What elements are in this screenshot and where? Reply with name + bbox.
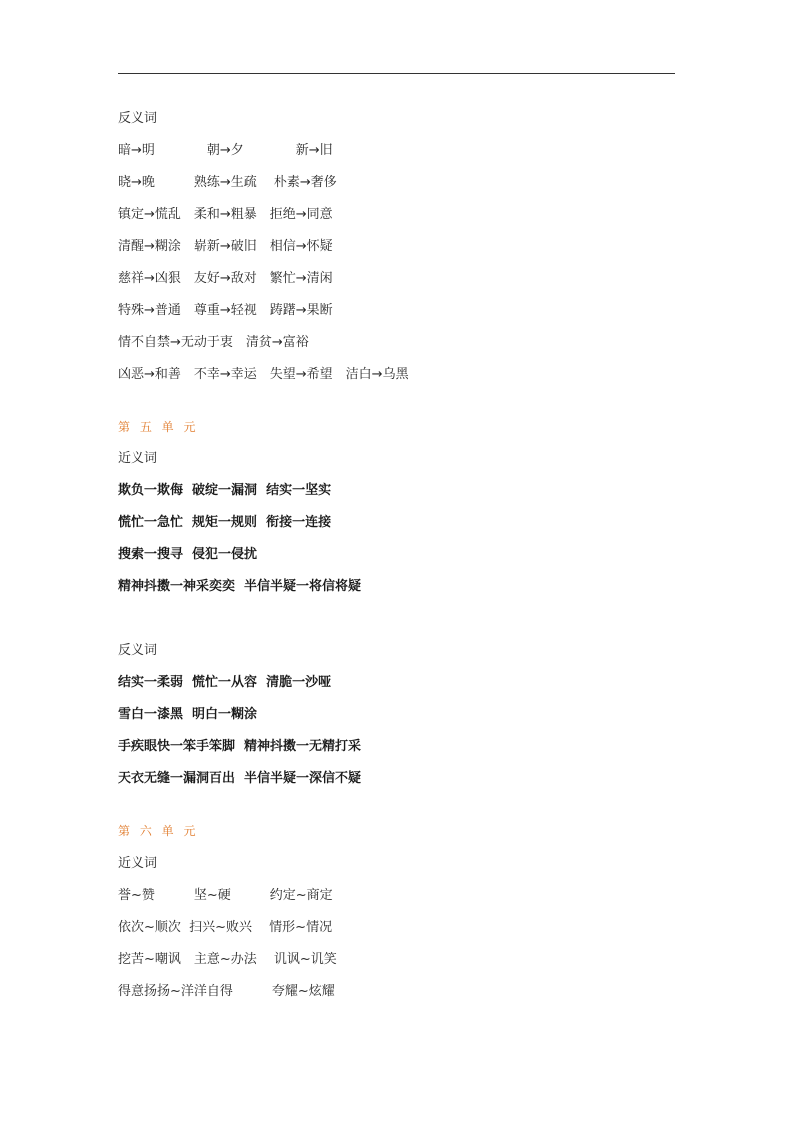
antonym-line: 情不自禁→无动于衷 清贫→富裕 — [118, 335, 309, 350]
synonym-line: 依次~顺次 扫兴~败兴 情形~情况 — [118, 920, 333, 935]
unit-6-heading: 第 六 单 元 — [118, 824, 199, 838]
synonym-line: 挖苦~嘲讽 主意~办法 讥讽~讥笑 — [118, 952, 337, 967]
top-rule — [118, 73, 675, 74]
synonym-line: 搜索一搜寻 侵犯一侵扰 — [118, 547, 258, 562]
antonym-line: 手疾眼快一笨手笨脚 精神抖擞一无精打采 — [118, 739, 362, 754]
antonym-line: 清醒→糊涂 崭新→破旧 相信→怀疑 — [118, 239, 333, 254]
unit-5-synonyms-label: 近义词 — [118, 451, 158, 466]
antonym-line: 天衣无缝一漏洞百出 半信半疑一深信不疑 — [118, 771, 362, 786]
synonym-line: 慌忙一急忙 规矩一规则 衔接一连接 — [118, 515, 332, 530]
section-label-antonyms: 反义词 — [118, 111, 158, 126]
unit-6-synonyms-label: 近义词 — [118, 856, 158, 871]
antonym-line: 晓→晚 熟练→生疏 朴素→奢侈 — [118, 175, 337, 190]
synonym-line: 得意扬扬~洋洋自得 夸耀~炫耀 — [118, 984, 335, 999]
antonym-line: 结实一柔弱 慌忙一从容 清脆一沙哑 — [118, 675, 332, 690]
synonym-line: 誉~赞 坚~硬 约定~商定 — [118, 888, 333, 903]
antonym-line: 暗→明 朝→夕 新→旧 — [118, 143, 333, 158]
synonym-line: 精神抖擞一神采奕奕 半信半疑一将信将疑 — [118, 579, 362, 594]
unit-5-heading: 第 五 单 元 — [118, 420, 199, 434]
antonym-line: 慈祥→凶狠 友好→敌对 繁忙→清闲 — [118, 271, 333, 286]
antonym-line: 雪白一漆黑 明白一糊涂 — [118, 707, 258, 722]
antonym-line: 镇定→慌乱 柔和→粗暴 拒绝→同意 — [118, 207, 333, 222]
antonym-line: 特殊→普通 尊重→轻视 踌躇→果断 — [118, 303, 333, 318]
synonym-line: 欺负一欺侮 破绽一漏洞 结实一坚实 — [118, 483, 332, 498]
unit-5-antonyms-label: 反义词 — [118, 643, 158, 658]
antonym-line: 凶恶→和善 不幸→幸运 失望→希望 洁白→乌黑 — [118, 367, 409, 382]
